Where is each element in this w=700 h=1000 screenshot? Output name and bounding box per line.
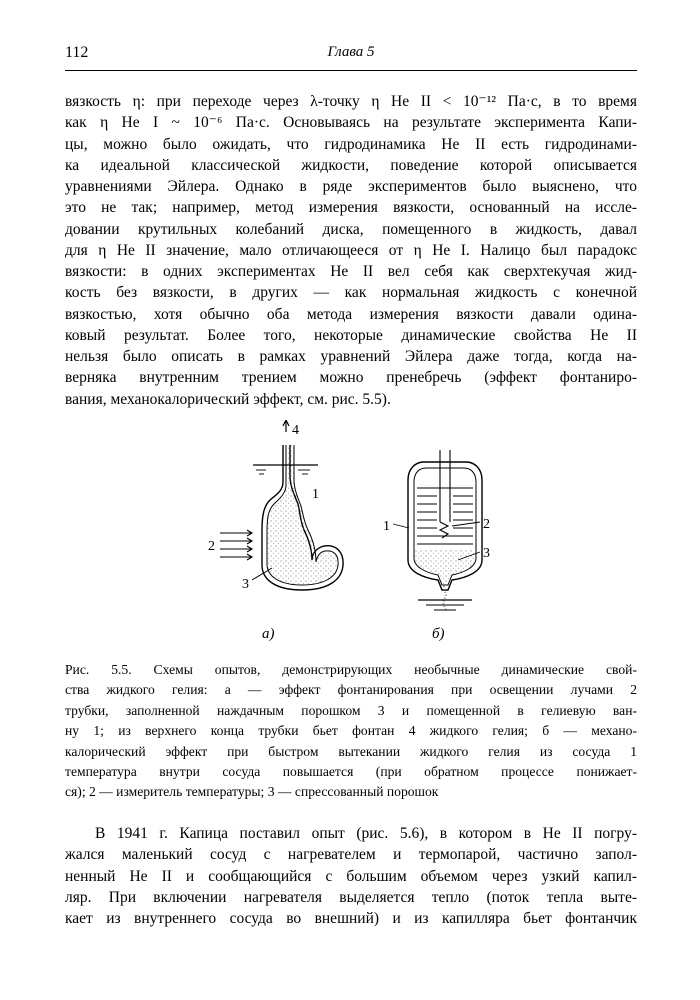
header-rule: [65, 70, 637, 71]
diagram-a: [208, 420, 343, 642]
caption-line: ся); 2 — измеритель температуры; 3 — спрессованный порошок: [65, 784, 439, 800]
text-line: ковый результат. Более того, некоторые динамические свойства He II: [65, 326, 637, 344]
text-line: вязкостью, хотя обычно оба метода измерения вязкости давали одина-: [65, 305, 637, 323]
text-line: нельзя было описать в рамках уравнений Эйлера даже тогда, когда на-: [65, 348, 637, 365]
label-bath: 1: [312, 487, 319, 502]
page-header: [65, 44, 637, 66]
text-line: уравнениями Эйлера. Однако в ряде экспериментов было выяснено, что: [65, 178, 637, 195]
text-line: для η He II значение, мало отличающееся от η He I. Налицо был парадокс: [65, 241, 637, 259]
leader-line: [393, 524, 409, 528]
caption-line: калорический эффект при быстром вытекании жидкого гелия из сосуда 1: [65, 743, 637, 759]
ray-arrow-icon: [220, 530, 252, 536]
page-number: 112: [65, 44, 89, 61]
text-line: ляр. При включении нагревателя выделяется тепло (поток тепла выте-: [65, 888, 637, 906]
text-line: цы, можно было ожидать, что гидродинамика He II есть гидродинами-: [65, 135, 637, 153]
paragraph-viscosity: [65, 91, 637, 410]
label-rays: 2: [208, 539, 215, 554]
text-line: ненный He II и сообщающийся с большим объемом через узкий капил-: [65, 867, 637, 885]
figure-5-5: [190, 420, 510, 650]
caption-line: ну 1; из верхнего конца трубки бьет фонтан 4 жидкого гелия; б — механо-: [65, 723, 637, 739]
text-line: вязкости: в одних экспериментах He II вел себя как сверхтекучая жид-: [65, 263, 637, 280]
text-line: кает из внутреннего сосуда во внешний) и из капилляра бьет фонтанчик: [65, 910, 637, 927]
caption-line: Рис. 5.5. Схемы опытов, демонстрирующих необычные динамические свой-: [65, 662, 637, 677]
label-vessel: 1: [383, 519, 390, 534]
text-line: кость без вязкости, в других — как нормальная жидкость с конечной: [65, 284, 637, 302]
text-line: вязкость η: при переходе через λ-точку η He II < 10⁻¹² Па·с, в то время: [65, 93, 637, 110]
paragraph-kapitza: [65, 823, 637, 929]
fountain-arrow-icon: [283, 420, 289, 432]
figure-caption: [65, 660, 637, 803]
text-line: жался маленький сосуд с нагревателем и термопарой, частично запол-: [65, 846, 637, 864]
text-line: довании крутильных колебаний диска, помещенного в жидкость, давал: [65, 220, 637, 238]
ray-arrow-icon: [220, 538, 252, 544]
light-rays: [220, 530, 252, 560]
text-line: вания, механокалорический эффект, см. рис. 5.5).: [65, 390, 391, 408]
caption-line: температура внутри сосуда повышается (при обратном процессе понижает-: [65, 764, 637, 780]
text-line: В 1941 г. Капица поставил опыт (рис. 5.6), в котором в He II погру-: [95, 825, 637, 842]
label-pressed-powder: 3: [483, 546, 490, 561]
caption-line: ства жидкого гелия: а — эффект фонтанирования при освещении лучами 2: [65, 682, 637, 698]
powder-filled-tube: [267, 445, 338, 585]
text-line: это не так; например, метод измерения вязкости, основанный на иссле-: [65, 199, 637, 217]
diagram-b: [383, 450, 490, 642]
text-line: ка идеальной классической жидкости, поведение которой описывается: [65, 156, 637, 174]
text-line: как η He I ~ 10⁻⁶ Па·с. Основываясь на результате эксперимента Капи-: [65, 114, 637, 132]
figure-drawing: [190, 420, 510, 650]
caption-line: трубки, заполненной наждачным порошком 3 и помещенной в гелиевую ван-: [65, 702, 637, 718]
label-fountain: 4: [292, 423, 299, 438]
label-thermometer: 2: [483, 517, 490, 532]
label-powder: 3: [242, 577, 249, 592]
ray-arrow-icon: [220, 554, 252, 560]
chapter-title: Глава 5: [327, 44, 375, 60]
text-line: верняка внутренним трением можно пренебречь (эффект фонтаниро-: [65, 369, 637, 387]
pressed-powder: [415, 550, 475, 584]
ray-arrow-icon: [220, 546, 252, 552]
label-a: а): [262, 626, 275, 642]
label-b: б): [432, 626, 445, 642]
